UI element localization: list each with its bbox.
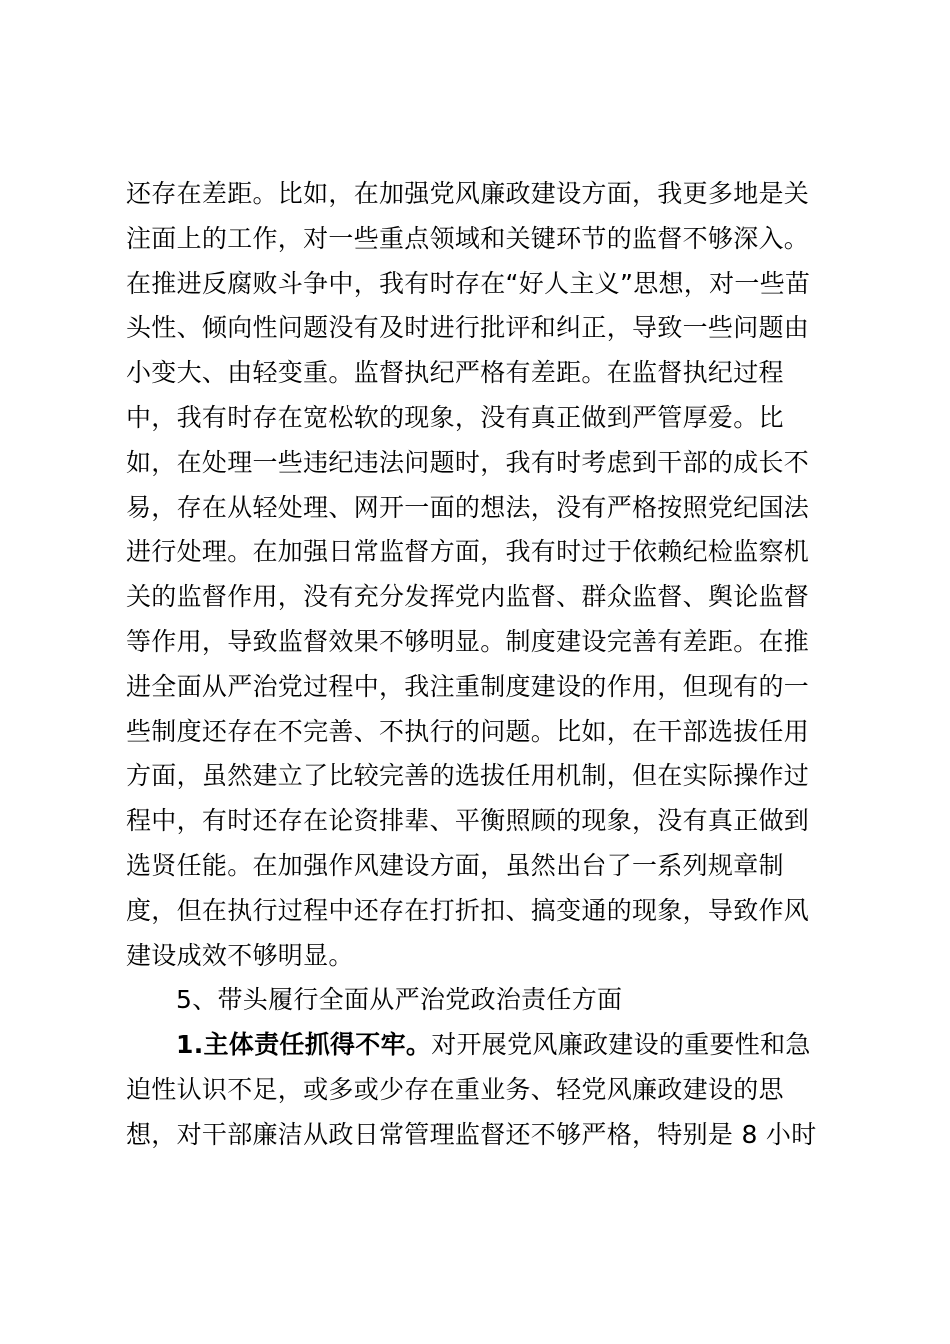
text-line: 如，在处理一些违纪违法问题时，我有时考虑到干部的成长不 — [126, 447, 810, 477]
text-line: 选贤任能。在加强作风建设方面，虽然出台了一系列规章制 — [126, 850, 784, 880]
text-line: 中，我有时存在宽松软的现象，没有真正做到严管厚爱。比 — [126, 402, 784, 432]
text-line: 易，存在从轻处理、网开一面的想法，没有严格按照党纪国法 — [126, 492, 810, 522]
text-line: 小变大、由轻变重。监督执纪严格有差距。在监督执纪过程 — [126, 358, 784, 388]
text-line: 进行处理。在加强日常监督方面，我有时过于依赖纪检监察机 — [126, 537, 810, 567]
text-line: 方面，虽然建立了比较完善的选拔任用机制，但在实际操作过 — [126, 761, 810, 791]
section-heading: 5、带头履行全面从严治党政治责任方面 — [176, 985, 623, 1015]
text-line: 进全面从严治党过程中，我注重制度建设的作用，但现有的一 — [126, 671, 810, 701]
text-line: 还存在差距。比如，在加强党风廉政建设方面，我更多地是关 — [126, 179, 810, 208]
text-line: 注面上的工作，对一些重点领域和关键环节的监督不够深入。 — [126, 223, 810, 253]
item-text: 对开展党风廉政建设的重要性和急 — [431, 1030, 811, 1060]
item-first-line — [126, 1023, 826, 1068]
text-line: 等作用，导致监督效果不够明显。制度建设完善有差距。在推 — [126, 626, 810, 656]
text-line: 关的监督作用，没有充分发挥党内监督、群众监督、舆论监督 — [126, 582, 810, 612]
text-line: 迫性认识不足，或多或少存在重业务、轻党风廉政建设的思 — [126, 1074, 784, 1104]
text-line: 度，但在执行过程中还存在打折扣、搞变通的现象，导致作风 — [126, 895, 810, 925]
text-line: 建设成效不够明显。 — [126, 940, 354, 970]
text-line: 在推进反腐败斗争中，我有时存在“好人主义”思想，对一些苗 — [126, 268, 811, 298]
text-line: 想，对干部廉洁从政日常管理监督还不够严格，特别是 8 小时 — [126, 1119, 817, 1149]
text-line: 些制度还存在不完善、不执行的问题。比如，在干部选拔任用 — [126, 716, 810, 746]
text-line: 头性、倾向性问题没有及时进行批评和纠正，导致一些问题由 — [126, 313, 810, 343]
body-text — [126, 172, 826, 1158]
text-line: 程中，有时还存在论资排辈、平衡照顾的现象，没有真正做到 — [126, 806, 810, 836]
item-title: 1.主体责任抓得不牢。 — [176, 1030, 432, 1060]
